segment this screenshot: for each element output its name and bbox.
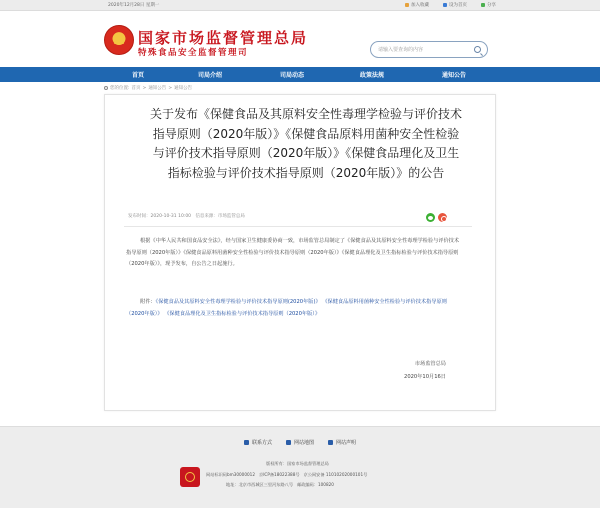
signature: [404, 358, 446, 384]
search-icon[interactable]: [474, 46, 481, 53]
nav-about[interactable]: 司局介绍: [197, 72, 222, 79]
attachment-link-1[interactable]: 《保健食品及其原料安全性毒理学检验与评价技术指导原则(2020年版)》: [155, 299, 321, 305]
article-meta: [128, 213, 245, 219]
footer-registration: 网站标识码bm30000012 京ICP备18022388号 京公网安备 11010202000101号: [206, 471, 368, 477]
share-icon: [481, 3, 485, 7]
sitemap-link[interactable]: 网站地图: [286, 439, 314, 446]
star-icon: [405, 3, 409, 7]
info-source: 信息来源：市场监管总局: [195, 214, 245, 219]
statement-link[interactable]: 网站声明: [328, 439, 356, 446]
nav-notices[interactable]: 通知公告: [441, 72, 466, 79]
divider: [124, 226, 472, 227]
top-bar: [0, 0, 600, 11]
add-favorite-link[interactable]: 加入收藏: [405, 2, 429, 8]
search-input[interactable]: 请输入要查询的内容: [378, 47, 424, 53]
wechat-share-icon[interactable]: [426, 213, 435, 222]
search-box[interactable]: [370, 41, 488, 58]
breadcrumb-current: 通知公告: [174, 86, 193, 91]
statement-icon: [328, 440, 333, 445]
contact-link[interactable]: 联系方式: [244, 439, 272, 446]
set-homepage-link[interactable]: 设为首页: [443, 2, 467, 8]
top-links: [405, 2, 496, 8]
breadcrumb-home[interactable]: 首页: [131, 86, 141, 91]
publish-date: 发布时间：2020-10-31 10:00: [128, 214, 192, 219]
footer-links: [244, 439, 356, 446]
national-emblem-icon[interactable]: [104, 25, 134, 55]
sitemap-icon: [286, 440, 291, 445]
nav-policies[interactable]: 政策法规: [359, 72, 384, 79]
attachments: 附件：《保健食品及其原料安全性毒理学检验与评价技术指导原则(2020年版)》 《保健食品原料用菌种安全性检验与评价技术指导原则（2020年版）》 《保健食品理化及卫生指标检验与评价技术指导原则（2020年版）》: [126, 299, 447, 317]
site-header: [0, 11, 600, 67]
sign-date: 2020年10月16日: [404, 374, 446, 380]
nav-home[interactable]: 首页: [131, 72, 144, 79]
footer-address: 地址：北京市西城区三里河东路八号 邮政编码：100820: [226, 482, 334, 487]
article-title: 关于发布《保健食品及其原料安全性毒理学检验与评价技术指导原则（2020年版）》《保健食品原料用菌种安全性检验与评价技术指导原则（2020年版）》《保健食品理化及卫生指标检验与评价技术指导原则（2020年版）》的公告: [149, 107, 462, 180]
contact-icon: [244, 440, 249, 445]
gov-badge-icon[interactable]: [180, 467, 200, 487]
copyright: 版权所有：国家市场监督管理总局: [266, 461, 329, 466]
share-link[interactable]: 分享: [481, 2, 496, 8]
site-title[interactable]: 国家市场监督管理总局: [138, 29, 309, 47]
footer-info: [206, 459, 367, 491]
attachment-link-3[interactable]: 《保健食品理化及卫生指标检验与评价技术指导原则（2020年版）》: [164, 310, 321, 317]
nav-news[interactable]: 司局动态: [279, 72, 304, 79]
attachment-link-2[interactable]: 《保健食品原料用菌种安全性检验与评价技术指导原则（2020年版）》: [126, 299, 447, 317]
home-icon: [443, 3, 447, 7]
signer: 市场监管总局: [414, 361, 446, 367]
weibo-share-icon[interactable]: [438, 213, 447, 222]
breadcrumb-notices[interactable]: 通知公告: [148, 86, 167, 91]
share-buttons: [426, 213, 447, 222]
icp-link[interactable]: 京ICP备18022388号: [259, 471, 300, 477]
location-icon: [104, 86, 108, 90]
main-nav: [0, 67, 600, 82]
site-subtitle: 特殊食品安全监督管理司: [138, 48, 249, 58]
breadcrumb: 您的位置: 首页 > 通知公告 > 通知公告: [0, 84, 600, 92]
article-body: 根据《中华人民共和国食品安全法》，经与国家卫生健康委协商一致，市场监管总局制定了《保健食品及其原料安全性毒理学检验与评价技术指导原则（2020年版）》《保健食品原料用菌种安全性检验与评价技术指导原则（2020年版）》《保健食品理化及卫生指标检验与评价技术指导原则（2020年版）》，现予发布，自公告之日起施行。: [126, 238, 460, 267]
site-footer: [0, 426, 600, 508]
current-date: 2020年12月28日 星期一: [108, 3, 160, 8]
police-link[interactable]: 京公网安备 11010202000101号: [303, 471, 368, 477]
